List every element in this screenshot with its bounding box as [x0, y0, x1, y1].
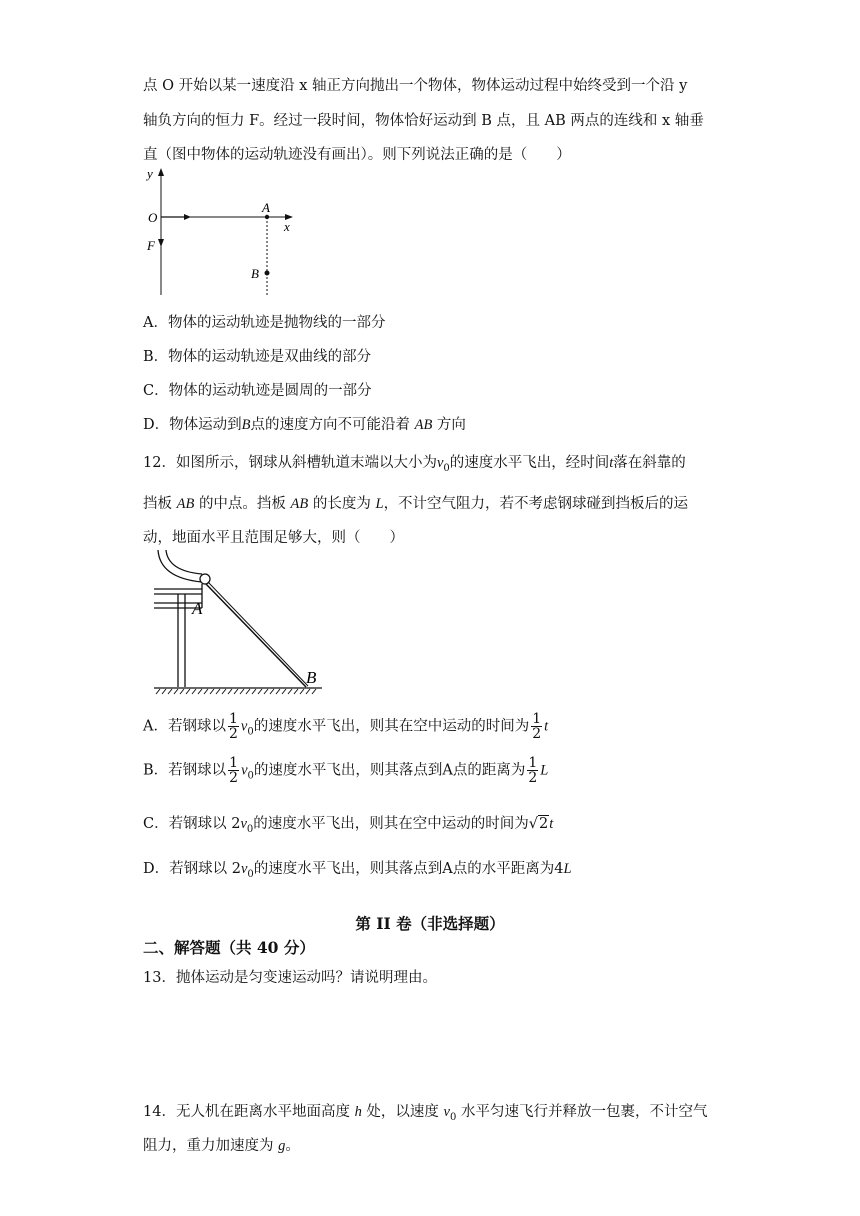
- fig-label-a: A: [262, 200, 270, 215]
- fig-label-y: y: [147, 166, 153, 181]
- q13-text: 13．抛体运动是匀变速运动吗？请说明理由。: [143, 970, 437, 986]
- q11-option-b: B．物体的运动轨迹是双曲线的部分: [143, 349, 372, 365]
- q11-line-3: 直（图中物体的运动轨迹没有画出）。则下列说法正确的是（ ）: [143, 147, 571, 163]
- q11-option-a: A．物体的运动轨迹是抛物线的一部分: [143, 315, 386, 331]
- q12-line-1: 12．如图所示，钢球从斜槽轨道末端以大小为$v_0$的速度水平飞出，经时间t落在斜靠的: [143, 455, 686, 474]
- fig-label-x: x: [284, 219, 290, 234]
- fig-label-f: F: [147, 238, 155, 253]
- q11-option-c: C．物体的运动轨迹是圆周的一部分: [143, 383, 372, 399]
- q11-line-2: 轴负方向的恒力 F。经过一段时间，物体恰好运动到 B 点，且 AB 两点的连线和 x 轴垂: [143, 113, 704, 129]
- fig-label-o: O: [148, 210, 158, 225]
- q12-line-3: 动，地面水平且范围足够大，则（ ）: [143, 530, 404, 546]
- fig-label-b: B: [251, 266, 259, 281]
- q14-line-1: 14．无人机在距离水平地面高度 h 处，以速度 $v_0$ 水平匀速飞行并释放一包裹，不计空气: [143, 1104, 708, 1123]
- part2-title: 第 II 卷（非选择题）: [355, 914, 505, 933]
- q11-line-1: 点 O 开始以某一速度沿 x 轴正方向抛出一个物体，物体运动过程中始终受到一个沿 y: [143, 78, 688, 94]
- q12-option-c: C．若钢球以 $2v_0$的速度水平飞出，则其在空中运动的时间为√2t: [143, 816, 554, 835]
- q12-fig-label-a: A: [192, 599, 203, 618]
- q12-option-d: D．若钢球以 $2v_0$的速度水平飞出，则其落点到A点的水平距离为4L: [143, 861, 572, 880]
- q11-option-d: D．物体运动到B点的速度方向不可能沿着 AB 方向: [143, 417, 466, 433]
- q11-figure: [140, 165, 310, 300]
- q12-option-a: A．若钢球以 $\frac{1}{2}$ $v_0$的速度水平飞出，则其在空中运动的时间为 $\frac{1}{2}$ t: [143, 711, 549, 742]
- section-heading: 二、解答题（共 40 分）: [143, 938, 315, 957]
- q12-figure: [150, 548, 330, 698]
- q12-option-b: B．若钢球以 $\frac{1}{2}$ $v_0$的速度水平飞出，则其落点到A点的距离为 $\frac{1}{2}$ L: [143, 755, 549, 786]
- q14-line-2: 阻力，重力加速度为 g。: [143, 1138, 300, 1154]
- q12-fig-label-b: B: [306, 668, 317, 687]
- q12-line-2: 挡板 AB 的中点。挡板 AB 的长度为 L，不计空气阻力，若不考虑钢球碰到挡板后的运: [143, 496, 689, 512]
